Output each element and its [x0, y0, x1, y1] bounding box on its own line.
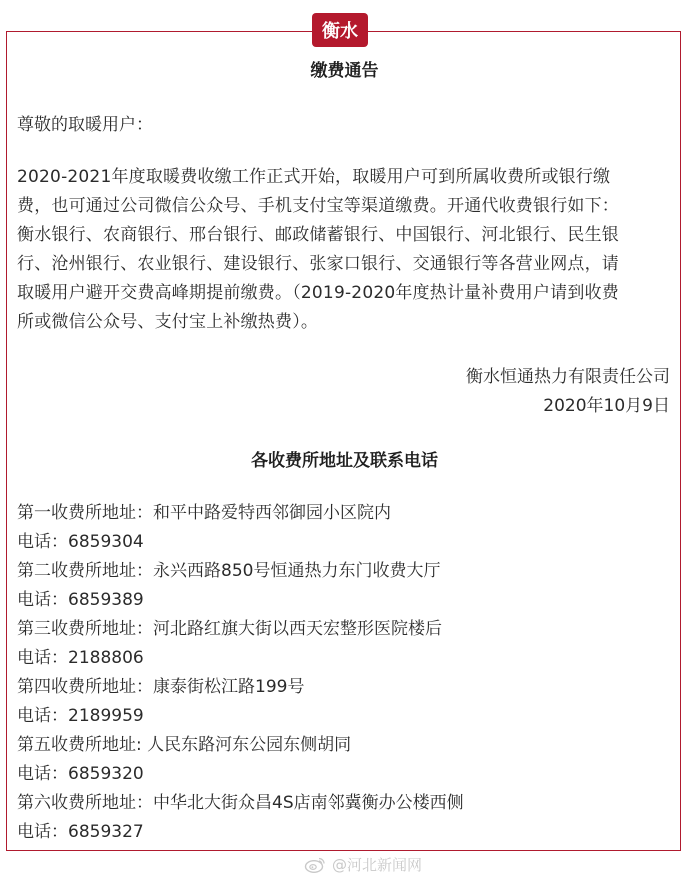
- office-phone: 电话：6859320: [17, 764, 144, 784]
- signature-company: 衡水恒通热力有限责任公司: [466, 367, 670, 387]
- watermark: [304, 852, 422, 876]
- office-phone: 电话：6859327: [17, 822, 144, 842]
- office-address: 第一收费所地址：和平中路爱特西邻御园小区院内: [17, 503, 391, 523]
- notice-title: 缴费通告: [310, 61, 379, 81]
- office-phone: 电话：6859389: [17, 590, 144, 610]
- paragraph-line: 所或微信公众号、支付宝上补缴热费）。: [17, 312, 319, 332]
- office-address: 第四收费所地址：康泰街松江路199号: [17, 677, 305, 697]
- paragraph-line: 行、沧州银行、农业银行、建设银行、张家口银行、交通银行等各营业网点，请: [17, 254, 619, 274]
- office-phone: 电话：6859304: [17, 532, 144, 552]
- offices-subtitle: 各收费所地址及联系电话: [251, 451, 438, 471]
- notice-paragraph: [17, 163, 682, 337]
- office-address: 第六收费所地址：中华北大街众昌4S店南邻冀衡办公楼西侧: [17, 793, 464, 813]
- office-list: [17, 499, 677, 847]
- office-phone: 电话：2188806: [17, 648, 144, 668]
- watermark-text: @河北新闻网: [332, 855, 423, 874]
- paragraph-line: 衡水银行、农商银行、邢台银行、邮政储蓄银行、中国银行、河北银行、民生银: [17, 225, 619, 245]
- signature-date: 2020年10月9日: [543, 396, 670, 416]
- salutation: 尊敬的取暖用户：: [17, 115, 153, 135]
- paragraph-line: 费，也可通过公司微信公众号、手机支付宝等渠道缴费。开通代收费银行如下：: [17, 196, 619, 216]
- city-badge: 衡水: [312, 13, 368, 47]
- weibo-icon: [304, 856, 326, 873]
- paragraph-line: 2020-2021年度取暖费收缴工作正式开始，取暖用户可到所属收费所或银行缴: [17, 167, 611, 187]
- office-address: 第二收费所地址：永兴西路850号恒通热力东门收费大厅: [17, 561, 441, 581]
- office-address: 第五收费所地址: 人民东路河东公园东侧胡同: [17, 735, 352, 755]
- office-address: 第三收费所地址：河北路红旗大街以西天宏整形医院楼后: [17, 619, 442, 639]
- office-phone: 电话：2189959: [17, 706, 144, 726]
- paragraph-line: 取暖用户避开交费高峰期提前缴费。（2019-2020年度热计量补费用户请到收费: [17, 283, 619, 303]
